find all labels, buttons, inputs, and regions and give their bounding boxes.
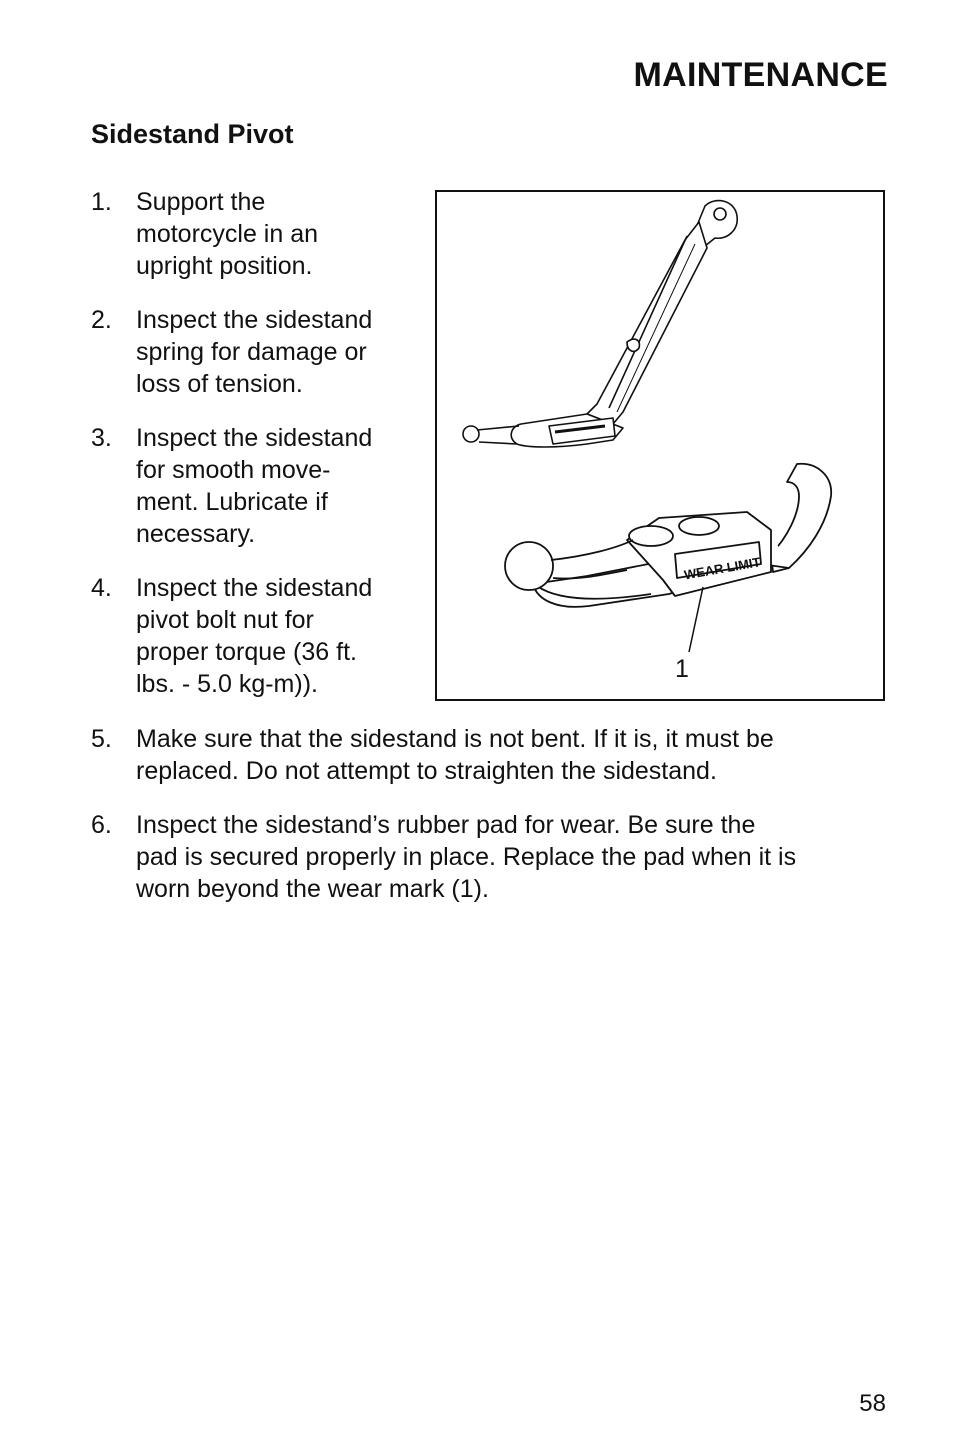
step-text: Support the motorcycle in an upright position. xyxy=(136,188,319,280)
step-text: Inspect the sidestand for smooth move- ment. Lubricate if necessary. xyxy=(136,424,373,548)
page-header-title: MAINTENANCE xyxy=(633,56,888,94)
page-number: 58 xyxy=(859,1390,886,1417)
step-number: 2. xyxy=(91,306,112,334)
callout-label-1: 1 xyxy=(675,655,689,683)
step-number: 6. xyxy=(91,811,112,839)
step-text: Inspect the sidestand pivot bolt nut for proper torque (36 ft. lbs. - 5.0 kg-m)). xyxy=(136,574,373,698)
step-number: 1. xyxy=(91,188,112,216)
step-text: Inspect the sidestand’s rubber pad for wear. Be sure the pad is secured properly in place. Replace the pad when it is worn beyond the wear mark (1). xyxy=(136,811,797,903)
step-number: 5. xyxy=(91,725,112,753)
sidestand-small-drawing xyxy=(463,201,737,447)
step-number: 3. xyxy=(91,424,112,452)
step-text: Inspect the sidestand spring for damage or loss of tension. xyxy=(136,306,373,398)
sidestand-figure xyxy=(435,190,885,701)
sidestand-pad-enlarged-drawing xyxy=(505,464,831,607)
sidestand-illustration xyxy=(437,192,883,699)
step-number: 4. xyxy=(91,574,112,602)
callout-leader-line xyxy=(689,587,703,652)
wear-limit-text: WEAR LIMIT xyxy=(682,554,762,583)
step-text: Make sure that the sidestand is not bent. If it is, it must be replaced. Do not attempt to straighten the sidestand. xyxy=(136,725,774,785)
section-title: Sidestand Pivot xyxy=(91,119,294,149)
